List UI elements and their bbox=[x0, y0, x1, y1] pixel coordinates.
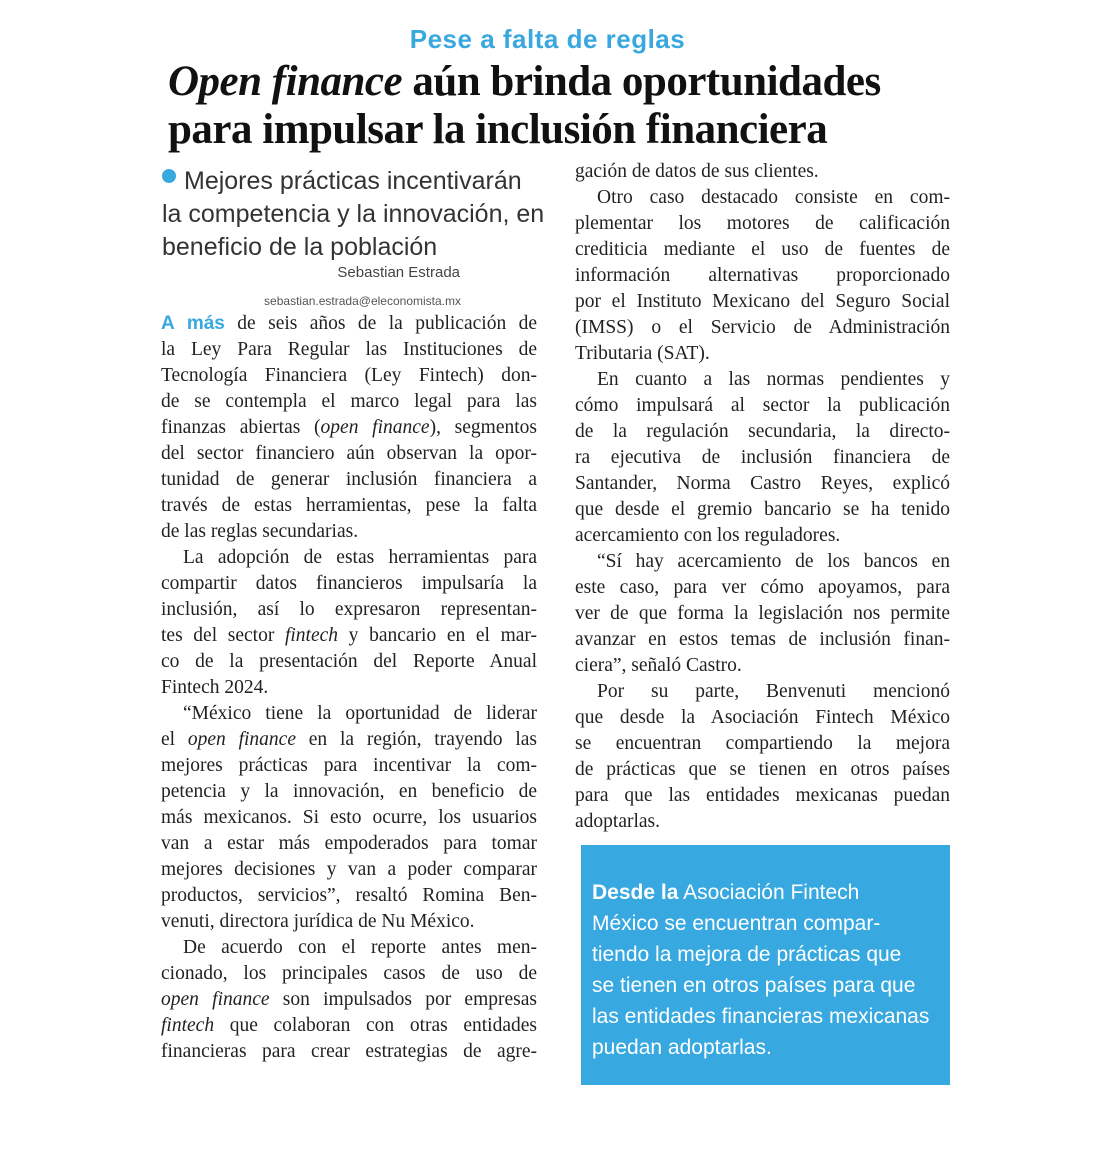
text-line: ra ejecutiva de inclusión financiera de bbox=[575, 447, 950, 468]
text-span: el bbox=[161, 729, 188, 750]
text-line: la Ley Para Regular las Instituciones de bbox=[161, 339, 537, 360]
text-line: de se contempla el marco legal para las bbox=[161, 391, 537, 412]
text-line: cómo impulsará al sector la publicación bbox=[575, 395, 950, 416]
text-line: De acuerdo con el reporte antes men- bbox=[183, 937, 537, 958]
subhead-line-2: la competencia y la innovación, en bbox=[162, 200, 545, 228]
subhead-line-3: beneficio de la población bbox=[162, 233, 438, 261]
text-line: de prácticas que se tienen en otros países bbox=[575, 759, 950, 780]
text-line bbox=[161, 623, 537, 649]
subhead-line-1 bbox=[162, 165, 547, 198]
text-span: en la región, trayendo las bbox=[295, 729, 537, 750]
italic-term: open finance bbox=[187, 729, 296, 750]
text-span: y bancario en el mar- bbox=[338, 625, 537, 646]
text-line: de la regulación secundaria, la directo- bbox=[575, 421, 950, 442]
text-line: que desde la Asociación Fintech México bbox=[575, 707, 950, 728]
text-span: finanzas abiertas ( bbox=[161, 417, 321, 438]
pull-quote-lead: Desde la bbox=[592, 881, 679, 904]
text-line: cionado, los principales casos de uso de bbox=[161, 963, 537, 984]
pull-quote-line: México se encuentran compar- bbox=[592, 912, 881, 935]
text-line: para que las entidades mexicanas puedan bbox=[575, 785, 950, 806]
pull-quote-line bbox=[592, 877, 940, 908]
paragraph-4 bbox=[161, 935, 537, 1065]
text-line: adoptarlas. bbox=[575, 811, 661, 832]
lead-in: A más bbox=[161, 313, 225, 334]
text-line: acercamiento con los reguladores. bbox=[575, 525, 841, 546]
pull-quote-line: tiendo la mejora de prácticas que bbox=[592, 943, 902, 966]
pull-quote-line: las entidades financieras mexicanas bbox=[592, 1005, 930, 1028]
pull-quote-line: se tienen en otros países para que bbox=[592, 974, 916, 997]
headline-line-1-rest: aún brinda oportunidades bbox=[402, 58, 881, 105]
text-line: información alternativas proporcionado bbox=[575, 265, 950, 286]
text-line: plementar los motores de calificación bbox=[575, 213, 950, 234]
paragraph-1 bbox=[161, 311, 537, 545]
text-span: de seis años de la publicación de bbox=[224, 313, 537, 334]
headline-line-2: para impulsar la inclusión financiera bbox=[168, 106, 828, 153]
text-line: mejores prácticas para incentivar la com- bbox=[161, 755, 537, 776]
paragraph-3 bbox=[161, 701, 537, 935]
paragraph-8 bbox=[575, 549, 950, 679]
text-line: Santander, Norma Castro Reyes, explicó bbox=[575, 473, 950, 494]
text-line: co de la presentación del Reporte Anual bbox=[161, 651, 537, 672]
headline-italic: Open finance bbox=[168, 58, 403, 105]
text-line: este caso, para ver cómo apoyamos, para bbox=[575, 577, 950, 598]
text-line: venuti, directora jurídica de Nu México. bbox=[161, 911, 475, 932]
kicker: Pese a falta de reglas bbox=[409, 24, 686, 54]
text-line: tunidad de generar inclusión financiera a bbox=[161, 469, 537, 490]
italic-term: open finance bbox=[320, 417, 430, 438]
text-span: tes del sector bbox=[161, 625, 285, 646]
paragraph-2 bbox=[161, 545, 537, 701]
text-line: crediticia mediante el uso de fuentes de bbox=[575, 239, 950, 260]
right-column bbox=[575, 159, 950, 835]
text-line bbox=[161, 727, 537, 753]
text-line: que desde el gremio bancario se ha tenido bbox=[575, 499, 950, 520]
text-line: de las reglas secundarias. bbox=[161, 521, 359, 542]
text-line: Tributaria (SAT). bbox=[575, 343, 710, 364]
italic-term: fintech bbox=[161, 1015, 215, 1036]
text-line: más mexicanos. Si esto ocurre, los usuarios bbox=[161, 807, 537, 828]
text-line: La adopción de estas herramientas para bbox=[183, 547, 537, 568]
text-line: Por su parte, Benvenuti mencionó bbox=[597, 681, 950, 702]
text-span: ), segmentos bbox=[429, 417, 537, 438]
text-line: inclusión, así lo expresaron representan- bbox=[161, 599, 537, 620]
italic-term: open finance bbox=[161, 989, 270, 1010]
text-line: Tecnología Financiera (Ley Fintech) don- bbox=[161, 365, 537, 386]
text-line: ciera”, señaló Castro. bbox=[575, 655, 742, 676]
byline-email: sebastian.estrada@eleconomista.mx bbox=[264, 294, 461, 308]
italic-term: fintech bbox=[284, 625, 339, 646]
text-line: “México tiene la oportunidad de liderar bbox=[183, 703, 537, 724]
text-line bbox=[161, 415, 537, 441]
byline-author: Sebastian Estrada bbox=[337, 264, 460, 281]
paragraph-6 bbox=[575, 185, 950, 367]
text-line: Otro caso destacado consiste en com- bbox=[597, 187, 950, 208]
text-line: En cuanto a las normas pendientes y bbox=[597, 369, 950, 390]
pull-quote-line: puedan adoptarlas. bbox=[592, 1036, 772, 1059]
text-line: (IMSS) o el Servicio de Administración bbox=[575, 317, 950, 338]
text-line: petencia y la innovación, en beneficio de bbox=[161, 781, 537, 802]
text-span: que colaboran con otras entidades bbox=[214, 1015, 537, 1036]
bullet-icon bbox=[162, 169, 176, 183]
text-line: “Sí hay acercamiento de los bancos en bbox=[597, 551, 950, 572]
headline bbox=[168, 58, 968, 154]
text-line: mejores decisiones y van a poder comparar bbox=[161, 859, 537, 880]
text-line: por el Instituto Mexicano del Seguro Social bbox=[575, 291, 950, 312]
paragraph-5 bbox=[575, 159, 950, 185]
text-line: avanzar en estos temas de inclusión finan- bbox=[575, 629, 950, 650]
subhead bbox=[162, 165, 547, 264]
pull-quote-box bbox=[581, 845, 950, 1085]
left-column bbox=[161, 311, 537, 1077]
text-line: del sector financiero aún observan la opor- bbox=[161, 443, 537, 464]
text-line: van a estar más empoderados para tomar bbox=[161, 833, 537, 854]
text-span: son impulsados por empresas bbox=[269, 989, 537, 1010]
text-line: compartir datos financieros impulsaría la bbox=[161, 573, 537, 594]
text-line bbox=[161, 1013, 537, 1039]
text-line: Fintech 2024. bbox=[161, 677, 269, 698]
paragraph-9 bbox=[575, 679, 950, 835]
paragraph-7 bbox=[575, 367, 950, 549]
headline-line-1 bbox=[168, 58, 968, 106]
text-line: ver de que forma la legislación nos permite bbox=[575, 603, 950, 624]
text-line: través de estas herramientas, pese la falta bbox=[161, 495, 537, 516]
text-line: gación de datos de sus clientes. bbox=[575, 161, 819, 182]
text-line: productos, servicios”, resaltó Romina Ben- bbox=[161, 885, 537, 906]
text-line bbox=[161, 987, 537, 1013]
subhead-line-1-text: Mejores prácticas incentivarán bbox=[184, 167, 522, 195]
text-line bbox=[161, 311, 537, 337]
text-line: financieras para crear estrategias de agre- bbox=[161, 1041, 537, 1062]
text-span: Asociación Fintech bbox=[678, 881, 860, 904]
text-line: se encuentran compartiendo la mejora bbox=[575, 733, 950, 754]
